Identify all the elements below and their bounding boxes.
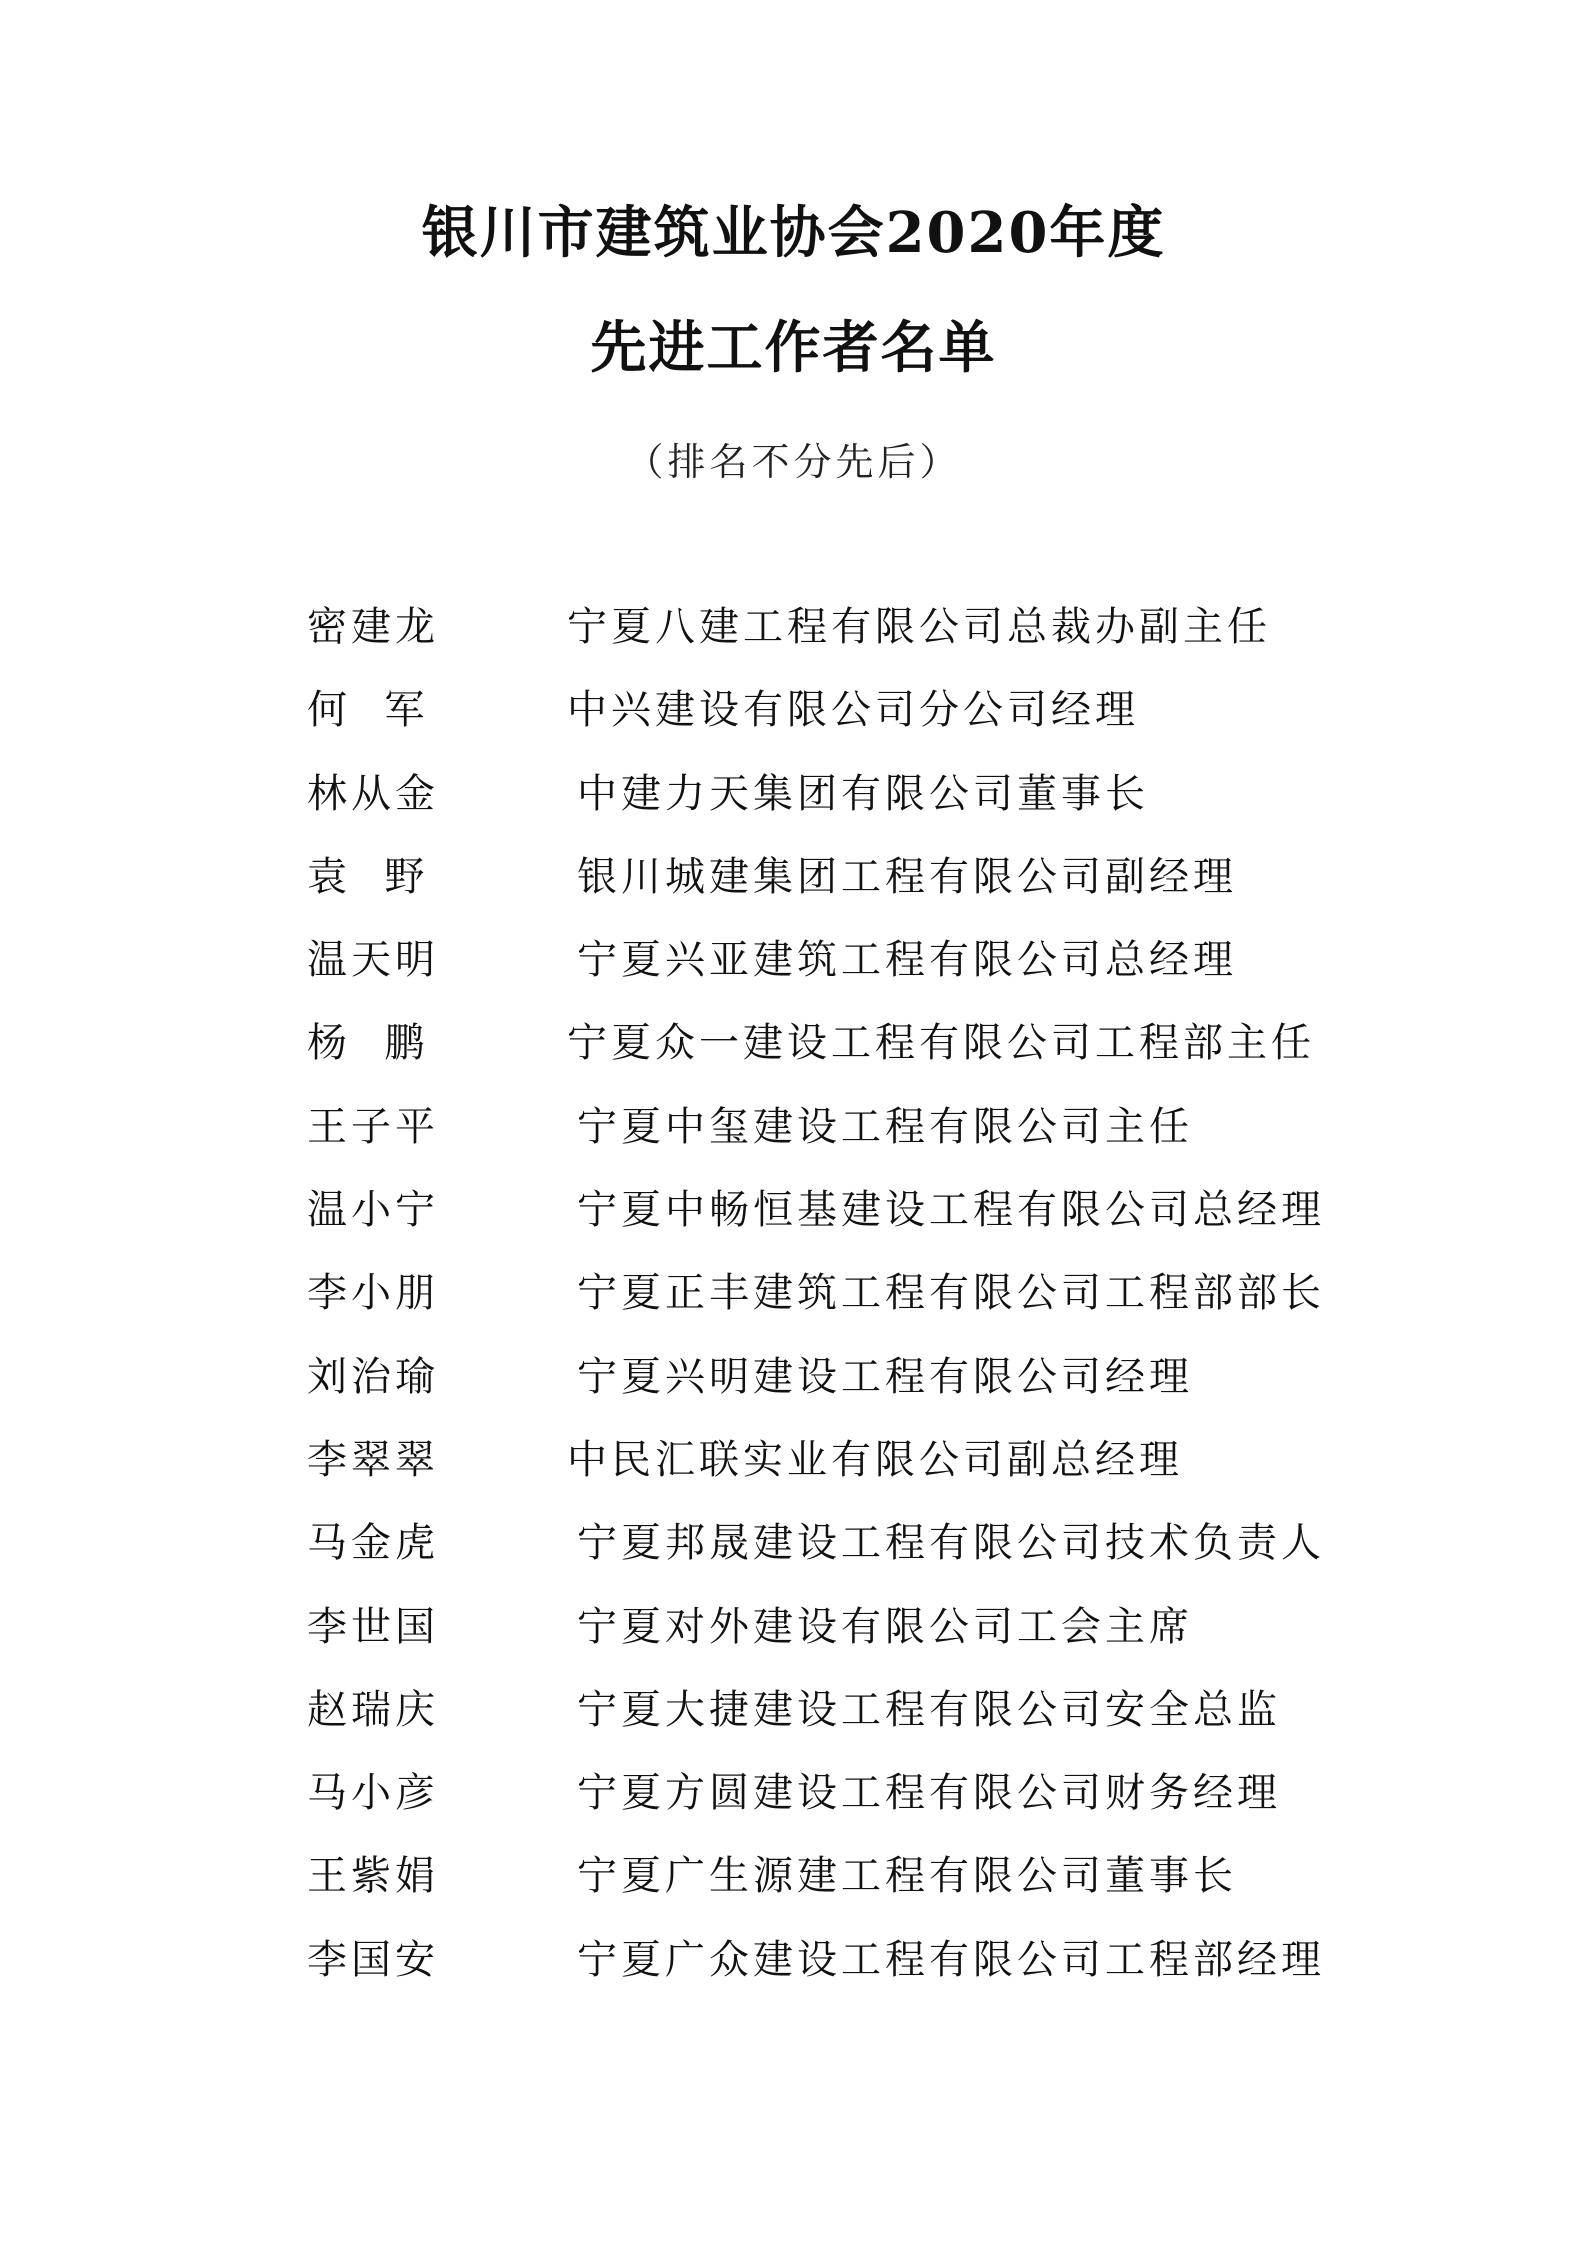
honoree-name: 李小朋: [307, 1270, 439, 1317]
document-title-line1: 银川市建筑业协会2020年度: [421, 200, 1166, 266]
honoree-name: 马小彦: [307, 1770, 439, 1817]
honoree-name: 密建龙: [307, 604, 439, 650]
list-item: [307, 603, 1357, 686]
list-item: [307, 1269, 1357, 1352]
honoree-organization: 宁夏对外建设有限公司工会主席: [577, 1603, 1193, 1650]
list-item: [307, 1186, 1357, 1269]
honoree-organization: 中兴建设有限公司分公司经理: [567, 687, 1139, 734]
list-item: [307, 1936, 1357, 2019]
honoree-organization: 中民汇联实业有限公司副总经理: [567, 1436, 1183, 1483]
honoree-name: 刘治瑜: [307, 1353, 439, 1400]
list-item: [307, 686, 1357, 769]
honoree-name: 李国安: [307, 1936, 439, 1983]
honoree-organization: 宁夏众一建设工程有限公司工程部主任: [567, 1020, 1315, 1067]
list-item: [307, 1603, 1357, 1686]
honoree-organization: 宁夏广生源建工程有限公司董事长: [577, 1853, 1237, 1900]
list-item: [307, 1686, 1357, 1769]
honoree-organization: 宁夏大捷建设工程有限公司安全总监: [577, 1686, 1281, 1733]
honoree-name: 王子平: [307, 1103, 439, 1150]
honoree-name: 何 军: [307, 687, 429, 734]
list-item: [307, 853, 1357, 936]
honoree-name: 马金虎: [307, 1520, 439, 1567]
honoree-list: [307, 603, 1357, 2019]
honoree-name: 温天明: [307, 937, 439, 984]
honoree-organization: 宁夏正丰建筑工程有限公司工程部部长: [577, 1270, 1325, 1317]
honoree-name: 袁 野: [307, 853, 429, 900]
honoree-organization: 宁夏广众建设工程有限公司工程部经理: [577, 1936, 1325, 1983]
list-item: [307, 1769, 1357, 1852]
honoree-organization: 宁夏邦晟建设工程有限公司技术负责人: [577, 1520, 1325, 1567]
list-item: [307, 1019, 1357, 1102]
list-item: [307, 1353, 1357, 1436]
list-item: [307, 770, 1357, 853]
honoree-organization: 宁夏中畅恒基建设工程有限公司总经理: [577, 1187, 1325, 1234]
honoree-name: 杨 鹏: [307, 1020, 429, 1067]
honoree-name: 温小宁: [307, 1187, 439, 1234]
honoree-organization: 中建力天集团有限公司董事长: [577, 770, 1149, 817]
honoree-organization: 宁夏方圆建设工程有限公司财务经理: [577, 1770, 1281, 1817]
honoree-organization: 宁夏兴明建设工程有限公司经理: [577, 1353, 1193, 1400]
honoree-organization: 宁夏兴亚建筑工程有限公司总经理: [577, 937, 1237, 984]
honoree-name: 李世国: [307, 1603, 439, 1650]
list-item: [307, 1519, 1357, 1602]
document-subtitle: （排名不分先后）: [625, 440, 962, 484]
list-item: [307, 1103, 1357, 1186]
honoree-name: 李翠翠: [307, 1436, 439, 1483]
honoree-name: 赵瑞庆: [307, 1686, 439, 1733]
honoree-organization: 宁夏中玺建设工程有限公司主任: [577, 1103, 1193, 1150]
honoree-name: 林从金: [307, 770, 439, 817]
honoree-name: 王紫娟: [307, 1853, 439, 1900]
document-title-line2: 先进工作者名单: [590, 315, 997, 381]
honoree-organization: 银川城建集团工程有限公司副经理: [577, 853, 1237, 900]
list-item: [307, 936, 1357, 1019]
list-item: [307, 1436, 1357, 1519]
honoree-organization: 宁夏八建工程有限公司总裁办副主任: [567, 604, 1271, 650]
list-item: [307, 1852, 1357, 1935]
